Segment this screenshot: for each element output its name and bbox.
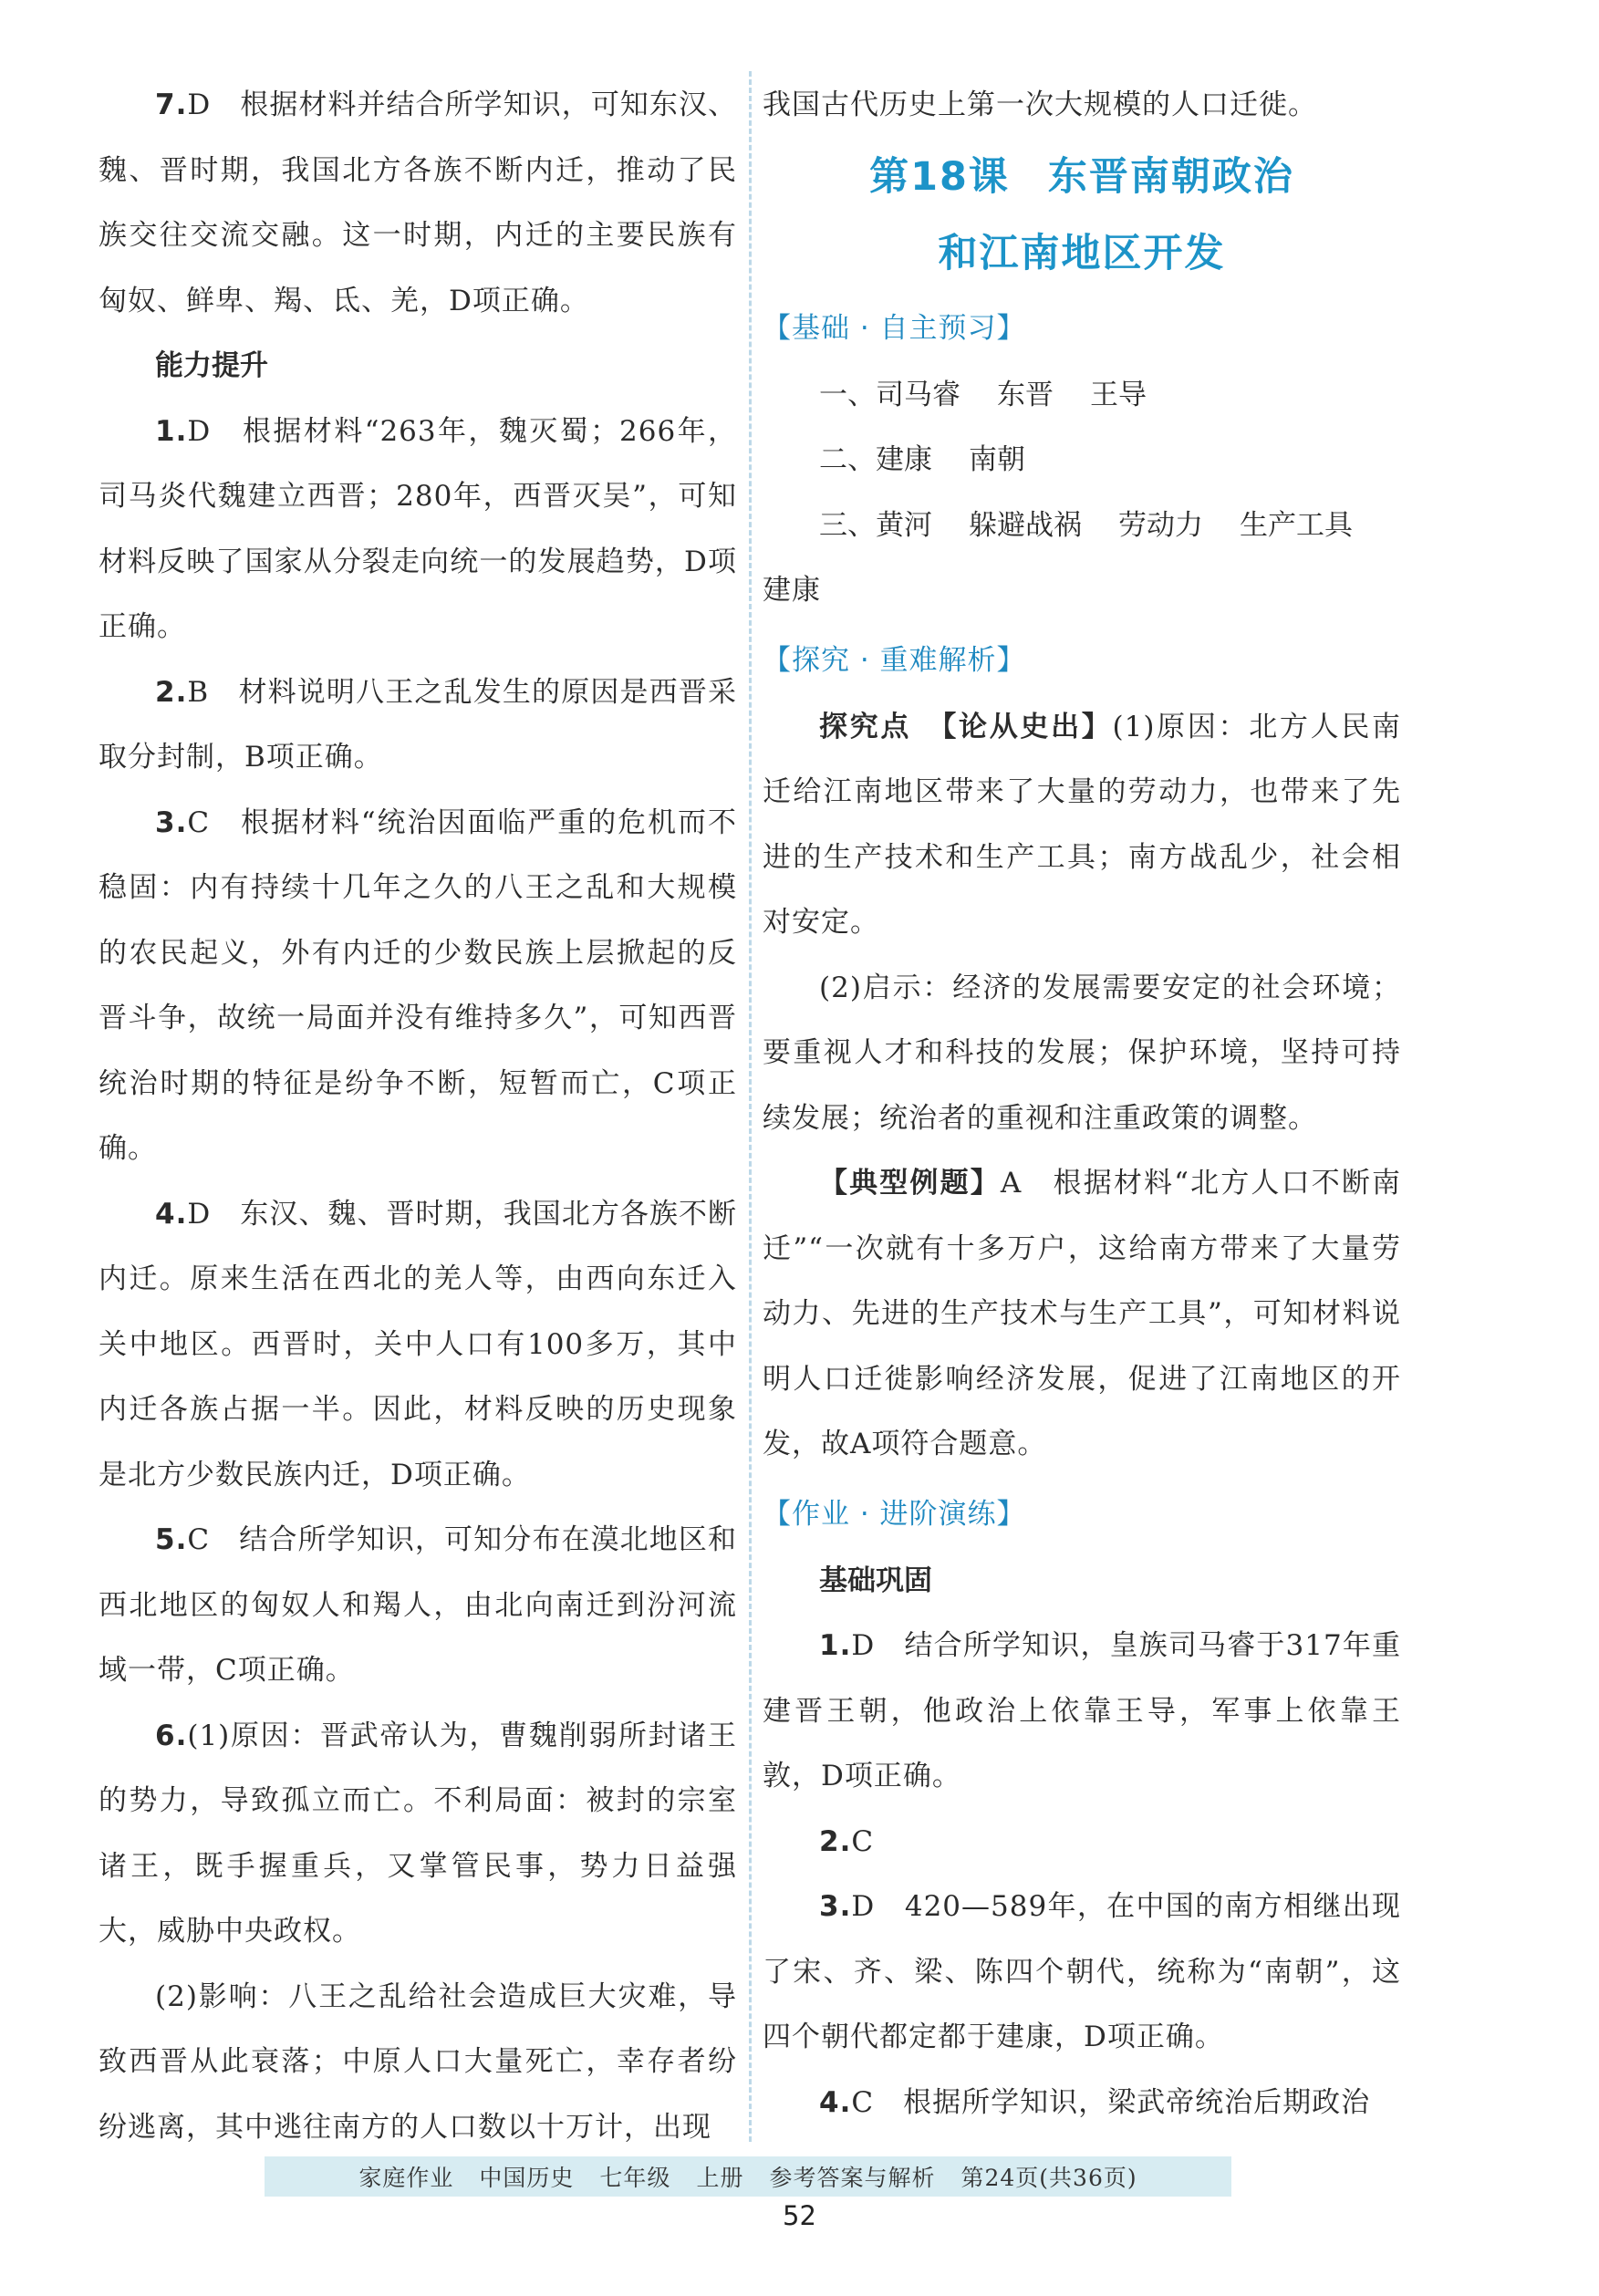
answer-item (763, 1810, 1401, 1875)
item-number: 2. (155, 675, 188, 709)
answer-item (99, 1182, 737, 1509)
item-text: B 材料说明八王之乱发生的原因是西晋采取分封制，B项正确。 (99, 675, 737, 774)
left-column (99, 73, 737, 2160)
answer-item (99, 1704, 737, 1965)
preview-answer: 三、黄河 (819, 508, 932, 542)
footer-subject: 中国历史 (479, 2165, 575, 2191)
footer-series: 家庭作业 (358, 2165, 454, 2191)
answer-item (763, 1875, 1401, 2071)
preview-answer: 二、建康 (819, 443, 932, 476)
preview-answer-tail: 建康 (763, 574, 821, 607)
answer-item (99, 400, 737, 660)
explore-label: 探究点 (819, 710, 912, 743)
section-heading: 能力提升 (155, 349, 268, 382)
preview-answers-3 (763, 493, 1401, 559)
preview-answers-2 (763, 428, 1401, 493)
footer-page-count: 第24页(共36页) (960, 2165, 1137, 2191)
example-tag: 【典型例题】 (819, 1167, 1001, 1200)
lesson-title (763, 139, 1401, 215)
item-number: 5. (155, 1523, 188, 1556)
preview-answer: 生产工具 (1240, 508, 1353, 542)
page-number: 52 (783, 2200, 816, 2231)
item-number: 1. (819, 1629, 852, 1662)
answer-item (99, 1508, 737, 1704)
item-text: D 420—589年，在中国的南方相继出现了宋、齐、梁、陈四个朝代，统称为“南朝”，这四个朝代都定都于建康，D项正确。 (763, 1890, 1401, 2053)
explore-text: (1)原因：北方人民南迁给江南地区带来了大量的劳动力，也带来了先进的生产技术和生产工具；南方战乱少，社会相对安定。 (763, 710, 1402, 939)
lesson-title-line2: 和江南地区开发 (938, 230, 1226, 276)
preview-answer: 东晋 (997, 378, 1054, 411)
explore-answer (763, 695, 1401, 956)
answer-item (99, 791, 737, 1182)
item-text: D 东汉、魏、晋时期，我国北方各族不断内迁。原来生活在西北的羌人等，由西向东迁入关中地区。西晋时，关中人口有100多万，其中内迁各族占据一半。因此，材料反映的历史现象是北方少数民族内迁，D项正确。 (99, 1197, 737, 1491)
item-text: (1)原因：晋武帝认为，曹魏削弱所封诸王的势力，导致孤立而亡。不利局面：被封的宗室诸王，既手握重兵，又掌管民事，势力日益强大，威胁中央政权。 (99, 1719, 737, 1948)
item-number: 4. (155, 1197, 188, 1231)
example-text: A 根据材料“北方人口不断南迁”“一次就有十多万户，这给南方带来了大量劳动力、先进的生产技术与生产工具”，可知材料说明人口迁徙影响经济发展，促进了江南地区的开发，故A项符合题意。 (763, 1167, 1402, 1460)
item-number: 3. (155, 805, 188, 839)
preview-answers-1 (763, 363, 1401, 429)
column-divider (749, 71, 752, 2142)
item-text: D 根据材料“263年，魏灭蜀；266年，司马炎代魏建立西晋；280年，西晋灭吴”，可知材料反映了国家从分裂走向统一的发展趋势，D项正确。 (99, 414, 737, 643)
section-header-basic: 【基础 · 自主预习】 (763, 311, 1026, 345)
answer-item (763, 1614, 1401, 1810)
right-column (763, 73, 1401, 2135)
section-heading: 基础巩固 (819, 1564, 932, 1597)
item-text: D 根据材料并结合所学知识，可知东汉、魏、晋时期，我国北方各族不断内迁，推动了民族交往交流交融。这一时期，内迁的主要民族有匈奴、鲜卑、羯、氐、羌，D项正确。 (99, 88, 737, 317)
item-text: C 根据所学知识，梁武帝统治后期政治 (851, 2085, 1371, 2119)
preview-answer: 南朝 (969, 443, 1025, 476)
footer-band (265, 2156, 1231, 2197)
preview-answer: 一、司马睿 (819, 378, 960, 411)
section-header-homework: 【作业 · 进阶演练】 (763, 1497, 1026, 1531)
item-text: C 根据材料“统治因面临严重的危机而不稳固：内有持续十几年之久的八王之乱和大规模的农民起义，外有内迁的少数民族上层掀起的反晋斗争，故统一局面并没有维持多久”，可知西晋统治时期的特征是纷争不断，短暂而亡，C项正确。 (99, 805, 737, 1165)
lesson-title-part1: 东晋南朝政治 (1047, 153, 1294, 200)
item-number: 2. (819, 1824, 852, 1858)
footer-volume: 上册 (696, 2165, 744, 2191)
footer-section: 参考答案与解析 (769, 2165, 936, 2191)
answer-item (99, 660, 737, 791)
preview-answer: 王导 (1090, 378, 1147, 411)
item-number: 7. (155, 88, 188, 121)
section-header-explore: 【探究 · 重难解析】 (763, 643, 1026, 677)
item-number: 4. (819, 2085, 852, 2119)
explore-answer-2: (2)启示：经济的发展需要安定的社会环境；要重视人才和科技的发展；保护环境，坚持可持续发展；统治者的重视和注重政策的调整。 (763, 971, 1401, 1135)
item-text: D 结合所学知识，皇族司马睿于317年重建晋王朝，他政治上依靠王导，军事上依靠王敦，D项正确。 (763, 1629, 1401, 1792)
preview-answer: 躲避战祸 (969, 508, 1082, 542)
lesson-number: 第18课 (869, 153, 1010, 200)
footer-grade: 七年级 (599, 2165, 671, 2191)
item-number: 1. (155, 414, 188, 448)
answer-item (99, 73, 737, 334)
explore-tag: 【论从史出】 (941, 710, 1113, 743)
answer-item (763, 2071, 1401, 2136)
continued-text: 我国古代历史上第一次大规模的人口迁徙。 (763, 88, 1317, 121)
preview-answer: 劳动力 (1118, 508, 1203, 542)
item-text: C 结合所学知识，可知分布在漠北地区和西北地区的匈奴人和羯人，由北向南迁到汾河流域一带，C项正确。 (99, 1523, 737, 1687)
item-number: 3. (819, 1890, 852, 1923)
example-answer (763, 1151, 1401, 1478)
item-text: C (851, 1824, 875, 1858)
item-number: 6. (155, 1719, 188, 1752)
answer-paragraph: (2)影响：八王之乱给社会造成巨大灾难，导致西晋从此衰落；中原人口大量死亡，幸存者纷纷逃离，其中逃往南方的人口数以十万计，出现 (99, 1979, 737, 2144)
